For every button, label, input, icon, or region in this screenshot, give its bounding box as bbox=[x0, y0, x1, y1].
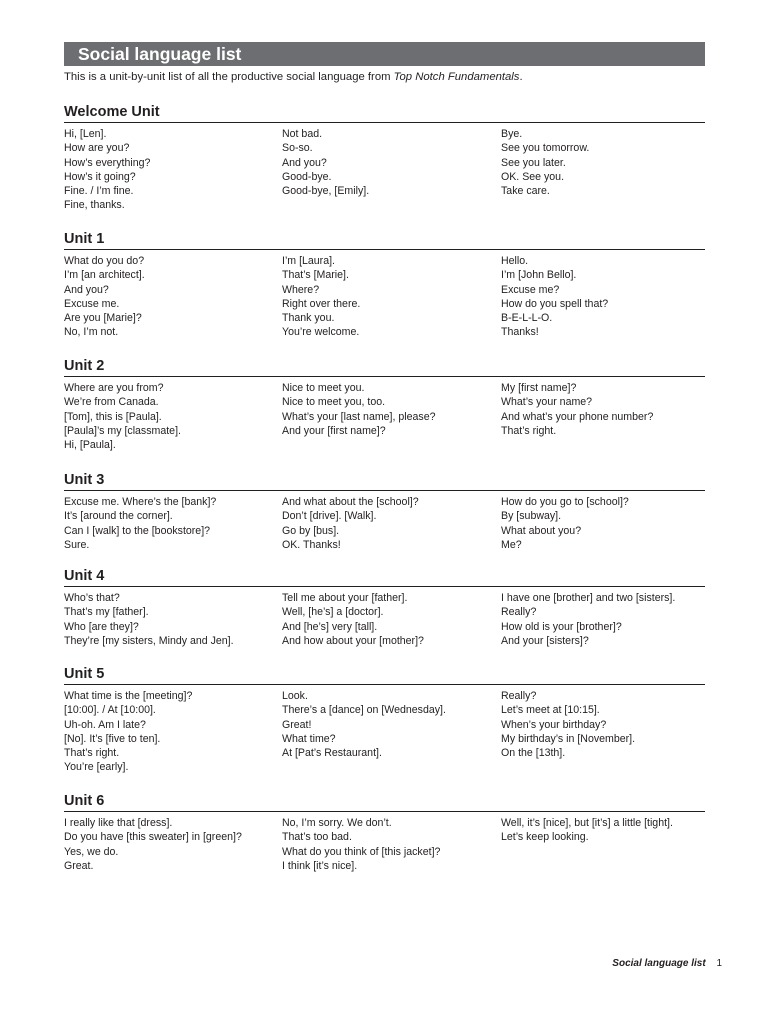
phrase-line: [Paula]’s my [classmate]. bbox=[64, 424, 181, 437]
phrase-line: I’m [John Bello]. bbox=[501, 269, 577, 282]
phrase-line: Not bad. bbox=[282, 128, 323, 140]
phrase-line: That’s right. bbox=[64, 747, 120, 760]
phrase-line: Really? bbox=[501, 606, 537, 619]
phrase-line: I have one [brother] and two [sisters]. bbox=[501, 592, 676, 604]
phrase-line: Take care. bbox=[501, 185, 550, 198]
phrase-column bbox=[64, 591, 282, 648]
section-columns bbox=[64, 127, 705, 213]
section bbox=[64, 567, 705, 648]
phrase-line: How are you? bbox=[64, 142, 130, 155]
phrase-line: Fine. / I’m fine. bbox=[64, 185, 134, 198]
phrase-line: Don’t [drive]. [Walk]. bbox=[282, 510, 377, 523]
phrase-line: And what about the [school]? bbox=[282, 496, 419, 508]
phrase-line: OK. See you. bbox=[501, 170, 565, 183]
phrase-line: Nice to meet you. bbox=[282, 382, 365, 394]
phrase-line: So-so. bbox=[282, 142, 313, 155]
phrase-line: And [he’s] very [tall]. bbox=[282, 620, 378, 633]
section-title: Welcome Unit bbox=[64, 103, 705, 123]
phrase-column bbox=[501, 381, 705, 452]
section-columns bbox=[64, 816, 705, 873]
phrase-line: Thank you. bbox=[282, 312, 335, 325]
section bbox=[64, 792, 705, 873]
phrase-line: It’s [around the corner]. bbox=[64, 510, 173, 523]
phrase-line: What’s your [last name], please? bbox=[282, 410, 436, 423]
phrase-line: They’re [my sisters, Mindy and Jen]. bbox=[64, 634, 234, 647]
page-number: 1 bbox=[716, 958, 722, 969]
phrase-line: Yes, we do. bbox=[64, 845, 119, 858]
phrase-column bbox=[501, 495, 705, 552]
phrase-line: Well, [he’s] a [doctor]. bbox=[282, 606, 384, 619]
phrase-line: Well, it’s [nice], but [it’s] a little [tight]. bbox=[501, 817, 673, 829]
phrase-column bbox=[282, 689, 501, 775]
phrase-column bbox=[282, 816, 501, 873]
phrase-line: Who’s that? bbox=[64, 592, 120, 604]
intro-book-title: Top Notch Fundamentals bbox=[393, 71, 520, 83]
phrase-line: Let’s keep looking. bbox=[501, 831, 589, 844]
phrase-line: No, I’m not. bbox=[64, 326, 119, 339]
phrase-line: [Tom], this is [Paula]. bbox=[64, 410, 162, 423]
phrase-column bbox=[501, 254, 705, 340]
phrase-line: Excuse me. bbox=[64, 297, 120, 310]
phrase-line: What do you think of [this jacket]? bbox=[282, 845, 441, 858]
phrase-line: OK. Thanks! bbox=[282, 538, 341, 551]
section bbox=[64, 665, 705, 775]
phrase-column bbox=[501, 816, 705, 873]
phrase-column bbox=[64, 254, 282, 340]
phrase-column bbox=[64, 127, 282, 213]
phrase-line: Hi, [Len]. bbox=[64, 128, 107, 140]
section bbox=[64, 357, 705, 452]
phrase-line: Nice to meet you, too. bbox=[282, 396, 386, 409]
phrase-line: When’s your birthday? bbox=[501, 718, 607, 731]
phrase-line: My birthday’s in [November]. bbox=[501, 732, 636, 745]
phrase-column bbox=[501, 127, 705, 213]
phrase-line: [10:00]. / At [10:00]. bbox=[64, 704, 156, 717]
phrase-line: We’re from Canada. bbox=[64, 396, 159, 409]
phrase-line: On the [13th]. bbox=[501, 747, 566, 760]
section-title: Unit 4 bbox=[64, 567, 705, 587]
phrase-line: My [first name]? bbox=[501, 382, 577, 394]
phrase-column bbox=[64, 495, 282, 552]
phrase-line: And how about your [mother]? bbox=[282, 634, 424, 647]
phrase-line: How old is your [brother]? bbox=[501, 620, 622, 633]
section-columns bbox=[64, 591, 705, 648]
phrase-line: Excuse me? bbox=[501, 283, 560, 296]
phrase-line: Who [are they]? bbox=[64, 620, 139, 633]
section bbox=[64, 230, 705, 340]
page-footer bbox=[612, 958, 722, 969]
phrase-line: Do you have [this sweater] in [green]? bbox=[64, 831, 242, 844]
phrase-line: You’re [early]. bbox=[64, 761, 129, 774]
phrase-line: Great. bbox=[64, 859, 94, 872]
section-title: Unit 6 bbox=[64, 792, 705, 812]
phrase-line: How’s everything? bbox=[64, 156, 151, 169]
phrase-line: Thanks! bbox=[501, 326, 539, 339]
phrase-line: Good-bye, [Emily]. bbox=[282, 185, 370, 198]
phrase-line: Are you [Marie]? bbox=[64, 312, 142, 325]
section-title: Unit 1 bbox=[64, 230, 705, 250]
phrase-line: Hello. bbox=[501, 255, 529, 267]
phrase-line: I’m [an architect]. bbox=[64, 269, 145, 282]
intro-prefix: This is a unit-by-unit list of all the productive social language from bbox=[64, 71, 394, 83]
phrase-column bbox=[501, 591, 705, 648]
section-title: Unit 5 bbox=[64, 665, 705, 685]
phrase-column bbox=[282, 381, 501, 452]
phrase-line: That’s my [father]. bbox=[64, 606, 149, 619]
phrase-line: [No]. It’s [five to ten]. bbox=[64, 732, 161, 745]
phrase-line: And your [sisters]? bbox=[501, 634, 589, 647]
section-columns bbox=[64, 495, 705, 552]
phrase-column bbox=[282, 495, 501, 552]
phrase-line: I really like that [dress]. bbox=[64, 817, 173, 829]
phrase-line: Good-bye. bbox=[282, 170, 332, 183]
phrase-line: What time is the [meeting]? bbox=[64, 690, 193, 702]
phrase-line: Really? bbox=[501, 690, 537, 702]
phrase-line: Fine, thanks. bbox=[64, 199, 125, 212]
phrase-line: That’s right. bbox=[501, 424, 557, 437]
phrase-line: And what’s your phone number? bbox=[501, 410, 654, 423]
section bbox=[64, 103, 705, 213]
phrase-line: Great! bbox=[282, 718, 312, 731]
phrase-line: You’re welcome. bbox=[282, 326, 360, 339]
section-columns bbox=[64, 689, 705, 775]
phrase-line: And you? bbox=[282, 156, 327, 169]
phrase-line: What do you do? bbox=[64, 255, 145, 267]
phrase-line: And your [first name]? bbox=[282, 424, 386, 437]
page-title: Social language list bbox=[64, 42, 705, 66]
phrase-column bbox=[64, 689, 282, 775]
phrase-line: What about you? bbox=[501, 524, 582, 537]
phrase-line: Uh-oh. Am I late? bbox=[64, 718, 146, 731]
section bbox=[64, 471, 705, 552]
phrase-column bbox=[64, 381, 282, 452]
phrase-line: What’s your name? bbox=[501, 396, 593, 409]
phrase-line: Tell me about your [father]. bbox=[282, 592, 408, 604]
phrase-line: See you tomorrow. bbox=[501, 142, 590, 155]
phrase-line: Me? bbox=[501, 538, 522, 551]
phrase-line: Sure. bbox=[64, 538, 90, 551]
phrase-line: At [Pat’s Restaurant]. bbox=[282, 747, 382, 760]
phrase-line: No, I’m sorry. We don’t. bbox=[282, 817, 392, 829]
phrase-line: What time? bbox=[282, 732, 336, 745]
intro-text bbox=[64, 70, 705, 85]
phrase-column bbox=[282, 127, 501, 213]
phrase-line: Go by [bus]. bbox=[282, 524, 340, 537]
phrase-line: That’s [Marie]. bbox=[282, 269, 349, 282]
phrase-line: Let’s meet at [10:15]. bbox=[501, 704, 600, 717]
phrase-line: How’s it going? bbox=[64, 170, 136, 183]
phrase-line: Excuse me. Where’s the [bank]? bbox=[64, 496, 217, 508]
phrase-line: Hi, [Paula]. bbox=[64, 439, 116, 452]
phrase-line: How do you spell that? bbox=[501, 297, 609, 310]
phrase-column bbox=[64, 816, 282, 873]
footer-title: Social language list bbox=[612, 958, 706, 969]
phrase-column bbox=[501, 689, 705, 775]
phrase-line: And you? bbox=[64, 283, 109, 296]
phrase-line: Bye. bbox=[501, 128, 523, 140]
phrase-column bbox=[282, 254, 501, 340]
phrase-line: Where? bbox=[282, 283, 320, 296]
phrase-line: Right over there. bbox=[282, 297, 361, 310]
phrase-line: I’m [Laura]. bbox=[282, 255, 335, 267]
phrase-line: Where are you from? bbox=[64, 382, 164, 394]
section-title: Unit 2 bbox=[64, 357, 705, 377]
section-columns bbox=[64, 381, 705, 452]
phrase-column bbox=[282, 591, 501, 648]
intro-suffix: . bbox=[519, 71, 523, 83]
phrase-line: See you later. bbox=[501, 156, 566, 169]
phrase-line: Look. bbox=[282, 690, 308, 702]
phrase-line: Can I [walk] to the [bookstore]? bbox=[64, 524, 211, 537]
phrase-line: By [subway]. bbox=[501, 510, 562, 523]
phrase-line: I think [it’s nice]. bbox=[282, 859, 358, 872]
phrase-line: That’s too bad. bbox=[282, 831, 352, 844]
phrase-line: There’s a [dance] on [Wednesday]. bbox=[282, 704, 446, 717]
section-columns bbox=[64, 254, 705, 340]
section-title: Unit 3 bbox=[64, 471, 705, 491]
phrase-line: How do you go to [school]? bbox=[501, 496, 629, 508]
phrase-line: B-E-L-L-O. bbox=[501, 312, 553, 325]
